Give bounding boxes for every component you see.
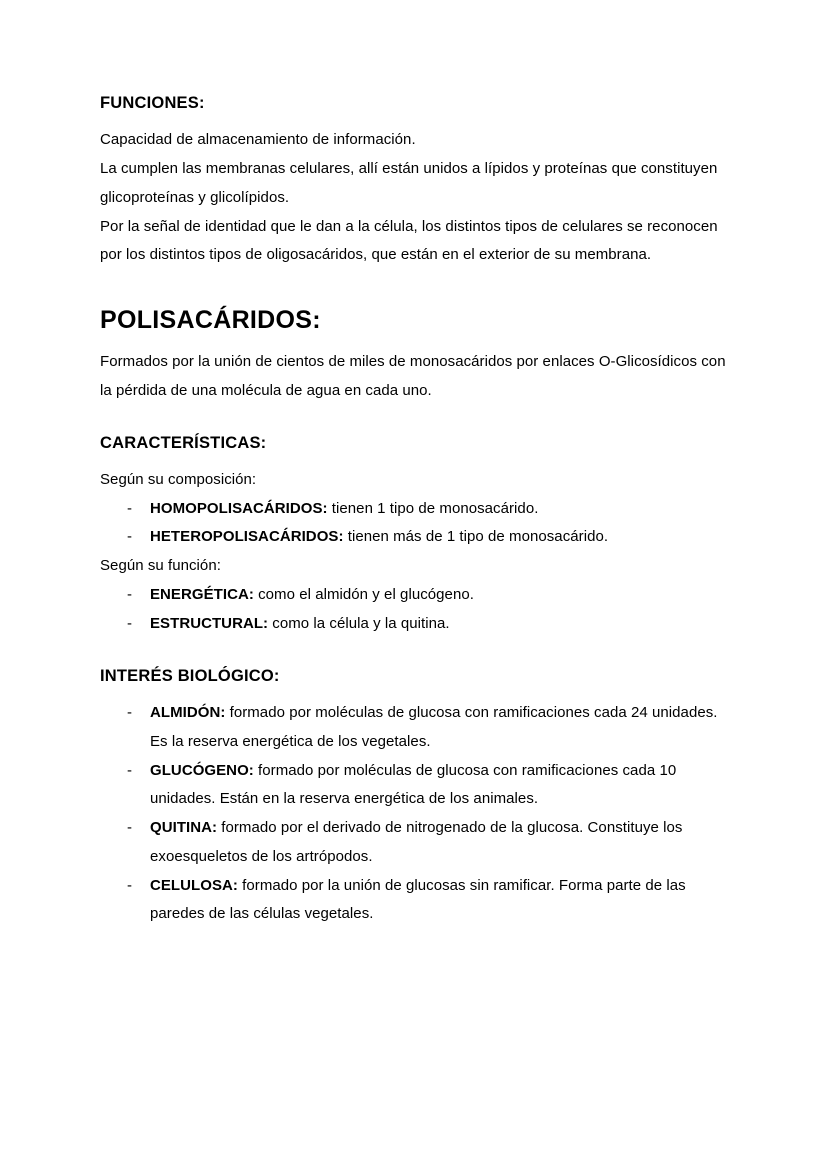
list-composicion (100, 495, 728, 553)
list-item-text: formado por el derivado de nitrogenado de la glucosa. Constituye los exoesqueletos de los artrópodos. (150, 819, 683, 865)
dash-bullet-icon: - (127, 876, 133, 894)
list-item-term: QUITINA: (150, 819, 218, 837)
heading-interes-biologico: INTERÉS BIOLÓGICO: (100, 666, 280, 685)
list-item (100, 872, 728, 930)
list-item (100, 699, 728, 757)
dash-bullet-icon: - (127, 528, 133, 546)
dash-bullet-icon: - (127, 586, 133, 604)
heading-polisacaridos: POLISACÁRIDOS: (100, 306, 321, 335)
list-interes-biologico (100, 699, 728, 929)
list-item-term: HOMOPOLISACÁRIDOS: (150, 499, 328, 517)
list-item-term: ENERGÉTICA: (150, 586, 254, 604)
list-item-text: formado por la unión de glucosas sin ramificar. Forma parte de las paredes de las células vegetales. (150, 876, 686, 923)
list-item-term: CELULOSA: (150, 876, 238, 894)
paragraph-funciones-3: Por la señal de identidad que le dan a la célula, los distintos tipos de celulares se reconocen por los distintos tipos de oligosacáridos, que están en el exterior de su membrana. (100, 217, 718, 264)
heading-funciones: FUNCIONES: (100, 94, 205, 112)
list-item (100, 610, 728, 639)
dash-bullet-icon: - (127, 761, 133, 779)
spacer (100, 639, 728, 665)
paragraph-funciones-1: Capacidad de almacenamiento de información. (100, 131, 416, 149)
spacer (100, 270, 728, 304)
list-item-term: ALMIDÓN: (150, 703, 226, 721)
list-item-term: ESTRUCTURAL: (150, 614, 269, 632)
spacer (100, 406, 728, 432)
list-item-text: como el almidón y el glucógeno. (253, 586, 474, 604)
dash-bullet-icon: - (127, 819, 133, 837)
list-item-text: como la célula y la quitina. (268, 614, 450, 632)
list-funcion (100, 581, 728, 639)
paragraph-segun-composicion: Según su composición: (100, 470, 257, 488)
list-item (100, 814, 728, 872)
list-item-text: formado por moléculas de glucosa con ramificaciones cada 10 unidades. Están en la reserva energética de los animales. (150, 761, 677, 808)
list-item-term: GLUCÓGENO: (150, 761, 254, 779)
dash-bullet-icon: - (127, 499, 133, 517)
dash-bullet-icon: - (127, 703, 133, 721)
paragraph-funciones-2: La cumplen las membranas celulares, allí están unidos a lípidos y proteínas que constituyen glicoproteínas y glicolípidos. (100, 160, 718, 206)
list-item (100, 495, 728, 524)
heading-caracteristicas: CARACTERÍSTICAS: (100, 433, 267, 452)
paragraph-segun-funcion: Según su función: (100, 557, 221, 575)
paragraph-polisacaridos-1: Formados por la unión de cientos de miles de monosacáridos por enlaces O-Glicosídicos con la pérdida de una molécula de agua en cada uno. (100, 353, 726, 399)
list-item (100, 523, 728, 552)
list-item-text: tienen más de 1 tipo de monosacárido. (343, 528, 609, 546)
list-item (100, 581, 728, 610)
list-item-term: HETEROPOLISACÁRIDOS: (150, 528, 344, 546)
list-item (100, 757, 728, 815)
list-item-text: formado por moléculas de glucosa con ramificaciones cada 24 unidades. Es la reserva energética de los vegetales. (150, 703, 718, 750)
list-item-text: tienen 1 tipo de monosacárido. (327, 499, 539, 517)
dash-bullet-icon: - (127, 614, 133, 632)
